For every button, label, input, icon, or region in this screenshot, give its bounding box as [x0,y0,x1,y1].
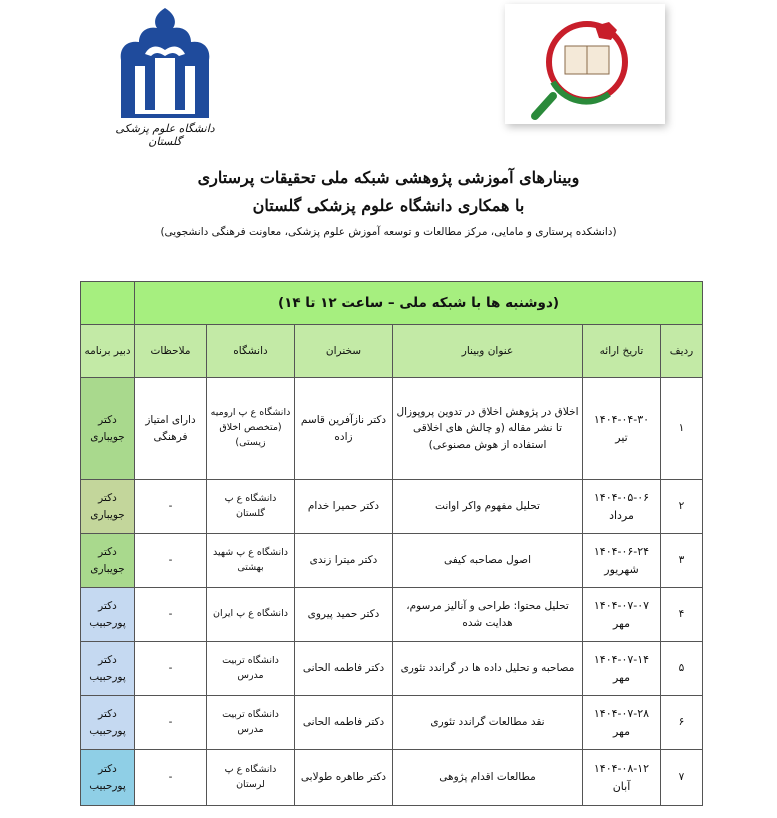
banner-corner [81,282,135,325]
logo-caption: دانشگاه علوم پزشکی گلستان [115,122,215,148]
university-cell: دانشگاه ع پ ارومیه (متخصص اخلاق زیستی) [207,378,295,480]
topic-cell: مطالعات اقدام پژوهی [393,750,583,806]
table-row [81,534,703,588]
topic-cell: نقد مطالعات گراندد تئوری [393,696,583,750]
date-cell: ۱۴۰۴-۰۴-۳۰ تیر [583,378,661,480]
col-header-row-number: ردیف [661,325,703,378]
page-title: وبینارهای آموزشی پژوهشی شبکه ملی تحقیقات پرستاری [197,168,580,187]
col-header-speaker: سخنران [295,325,393,378]
notes-cell: - [135,696,207,750]
university-cell: دانشگاه ع پ ایران [207,588,295,642]
schedule-banner: (دوشنبه ها با شبکه ملی – ساعت ۱۲ تا ۱۴) [135,282,703,325]
notes-cell: دارای امتیاز فرهنگی [135,378,207,480]
row-number: ۷ [661,750,703,806]
page-subtitle-line: با همکاری دانشگاه علوم پزشکی گلستان [252,196,525,215]
organizer-cell: دکتر جویباری [81,378,135,480]
organizer-cell: دکتر پورحبیب [81,588,135,642]
table-row [81,642,703,696]
date-cell: ۱۴۰۴-۰۶-۲۴ شهریور [583,534,661,588]
date-cell: ۱۴۰۴-۰۸-۱۲ آبان [583,750,661,806]
table-row [81,378,703,480]
speaker-cell: دکتر نازآفرین قاسم زاده [295,378,393,480]
network-logo [505,4,665,124]
row-number: ۲ [661,480,703,534]
organizer-cell: دکتر پورحبیب [81,642,135,696]
table-row [81,480,703,534]
row-number: ۱ [661,378,703,480]
webinar-schedule-table [80,281,703,806]
row-number: ۶ [661,696,703,750]
col-header-date: تاریخ ارائه [583,325,661,378]
university-cell: دانشگاه ع پ شهید بهشتی [207,534,295,588]
row-number: ۳ [661,534,703,588]
speaker-cell: دکتر طاهره طولابی [295,750,393,806]
organizer-cell: دکتر پورحبیب [81,696,135,750]
notes-cell: - [135,642,207,696]
notes-cell: - [135,534,207,588]
topic-cell: تحلیل مفهوم واکر اوانت [393,480,583,534]
date-cell: ۱۴۰۴-۰۷-۲۸ مهر [583,696,661,750]
speaker-cell: دکتر حمید پیروی [295,588,393,642]
col-header-university: دانشگاه [207,325,295,378]
date-cell: ۱۴۰۴-۰۷-۱۴ مهر [583,642,661,696]
university-cell: دانشگاه ع پ لرستان [207,750,295,806]
date-cell: ۱۴۰۴-۰۷-۰۷ مهر [583,588,661,642]
col-header-topic: عنوان وبینار [393,325,583,378]
row-number: ۴ [661,588,703,642]
row-number: ۵ [661,642,703,696]
speaker-cell: دکتر میترا زندی [295,534,393,588]
magnifier-book-icon [505,4,665,124]
university-cell: دانشگاه تربیت مدرس [207,642,295,696]
col-header-notes: ملاحظات [135,325,207,378]
organizer-cell: دکتر جویباری [81,480,135,534]
speaker-cell: دکتر حمیرا خدام [295,480,393,534]
organizer-cell: دکتر پورحبیب [81,750,135,806]
university-emblem-icon [105,6,225,124]
topic-cell: اصول مصاحبه کیفی [393,534,583,588]
topic-cell: مصاحبه و تحلیل داده ها در گراندد تئوری [393,642,583,696]
organizer-cell: دکتر جویباری [81,534,135,588]
speaker-cell: دکتر فاطمه الحانی [295,642,393,696]
speaker-cell: دکتر فاطمه الحانی [295,696,393,750]
table-row [81,750,703,806]
university-cell: دانشگاه تربیت مدرس [207,696,295,750]
date-cell: ۱۴۰۴-۰۵-۰۶ مرداد [583,480,661,534]
page-note: (دانشکده پرستاری و مامایی، مرکز مطالعات و توسعه آموزش علوم پزشکی، معاونت فرهنگی دانشجویی) [160,226,617,238]
notes-cell: - [135,480,207,534]
university-cell: دانشگاه ع پ گلستان [207,480,295,534]
table-row [81,588,703,642]
notes-cell: - [135,588,207,642]
topic-cell: تحلیل محتوا: طراحی و آنالیز مرسوم، هدایت شده [393,588,583,642]
col-header-organizer: دبیر برنامه [81,325,135,378]
topic-cell: اخلاق در پژوهش اخلاق در تدوین پروپوزال تا نشر مقاله (و چالش های اخلاقی استفاده از هوش مصنوعی) [393,378,583,480]
notes-cell: - [135,750,207,806]
table-row [81,696,703,750]
